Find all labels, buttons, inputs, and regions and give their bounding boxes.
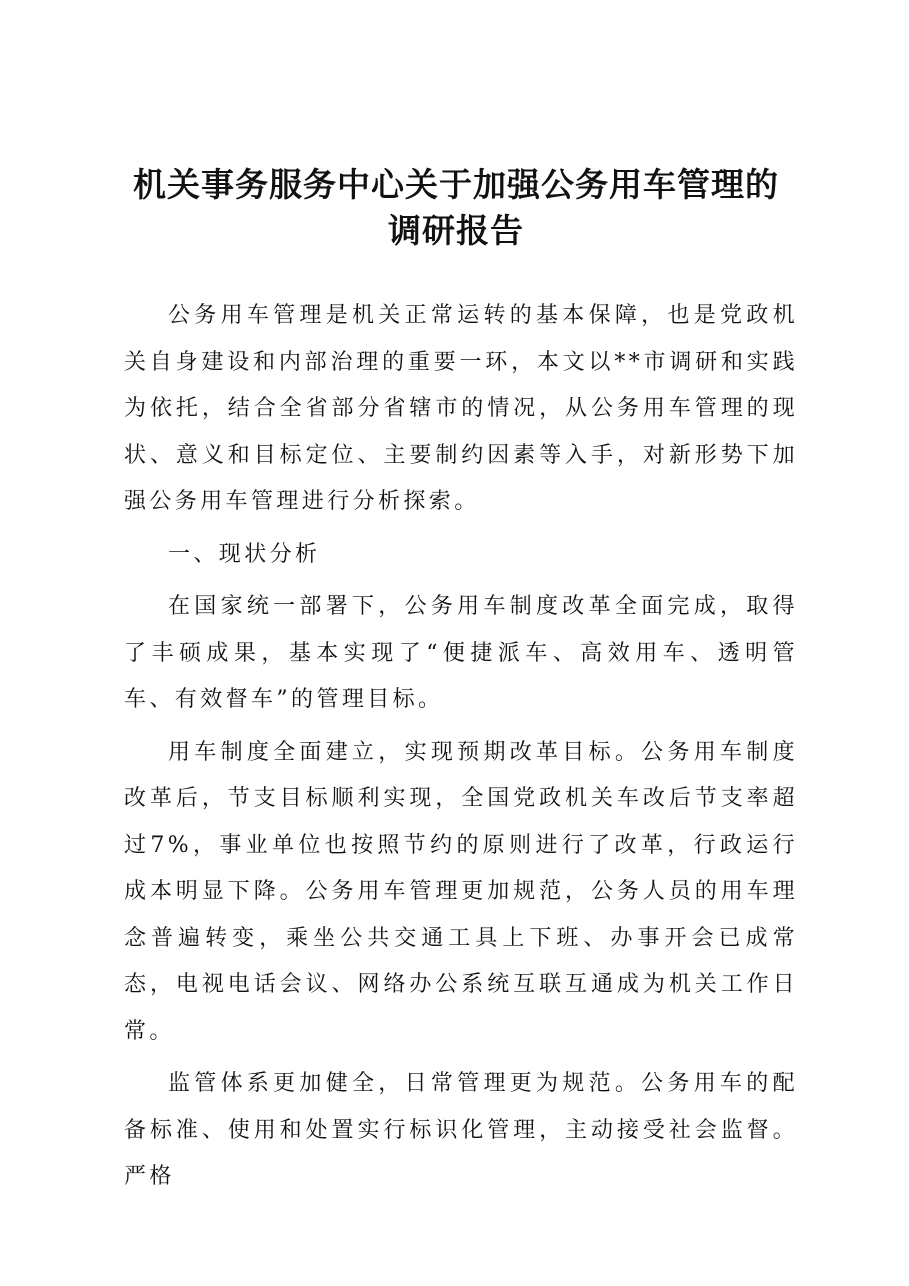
paragraph-supervision: 监管体系更加健全，日常管理更为规范。公务用车的配备标准、使用和处置实行标识化管理，主动接受社会监督。严格 bbox=[124, 1071, 798, 1189]
paragraph-system-established: 用车制度全面建立，实现预期改革目标。公务用车制度改革后，节支目标顺利实现，全国党政机关车改后节支率超过7%，事业单位也按照节约的原则进行了改革，行政运行成本明显下降。公务用车管理更加规范，公务人员的用车理念普遍转变，乘坐公共交通工具上下班、办事开会已成常态，电视电话会议、网络办公系统互联互通成为机关工作日常。 bbox=[124, 739, 798, 1044]
paragraph-overview: 在国家统一部署下，公务用车制度改革全面完成，取得了丰硕成果，基本实现了“便捷派车、高效用车、透明管车、有效督车”的管理目标。 bbox=[124, 594, 798, 712]
paragraph-intro: 公务用车管理是机关正常运转的基本保障，也是党政机关自身建设和内部治理的重要一环，本文以**市调研和实践为依托，结合全省部分省辖市的情况，从公务用车管理的现状、意义和目标定位、主要制约因素等入手，对新形势下加强公务用车管理进行分析探索。 bbox=[124, 303, 798, 514]
document-title: 机关事务服务中心关于加强公务用车管理的调研报告 bbox=[133, 165, 779, 250]
section-heading-1: 一、现状分析 bbox=[168, 541, 321, 567]
document-body bbox=[124, 293, 798, 1207]
